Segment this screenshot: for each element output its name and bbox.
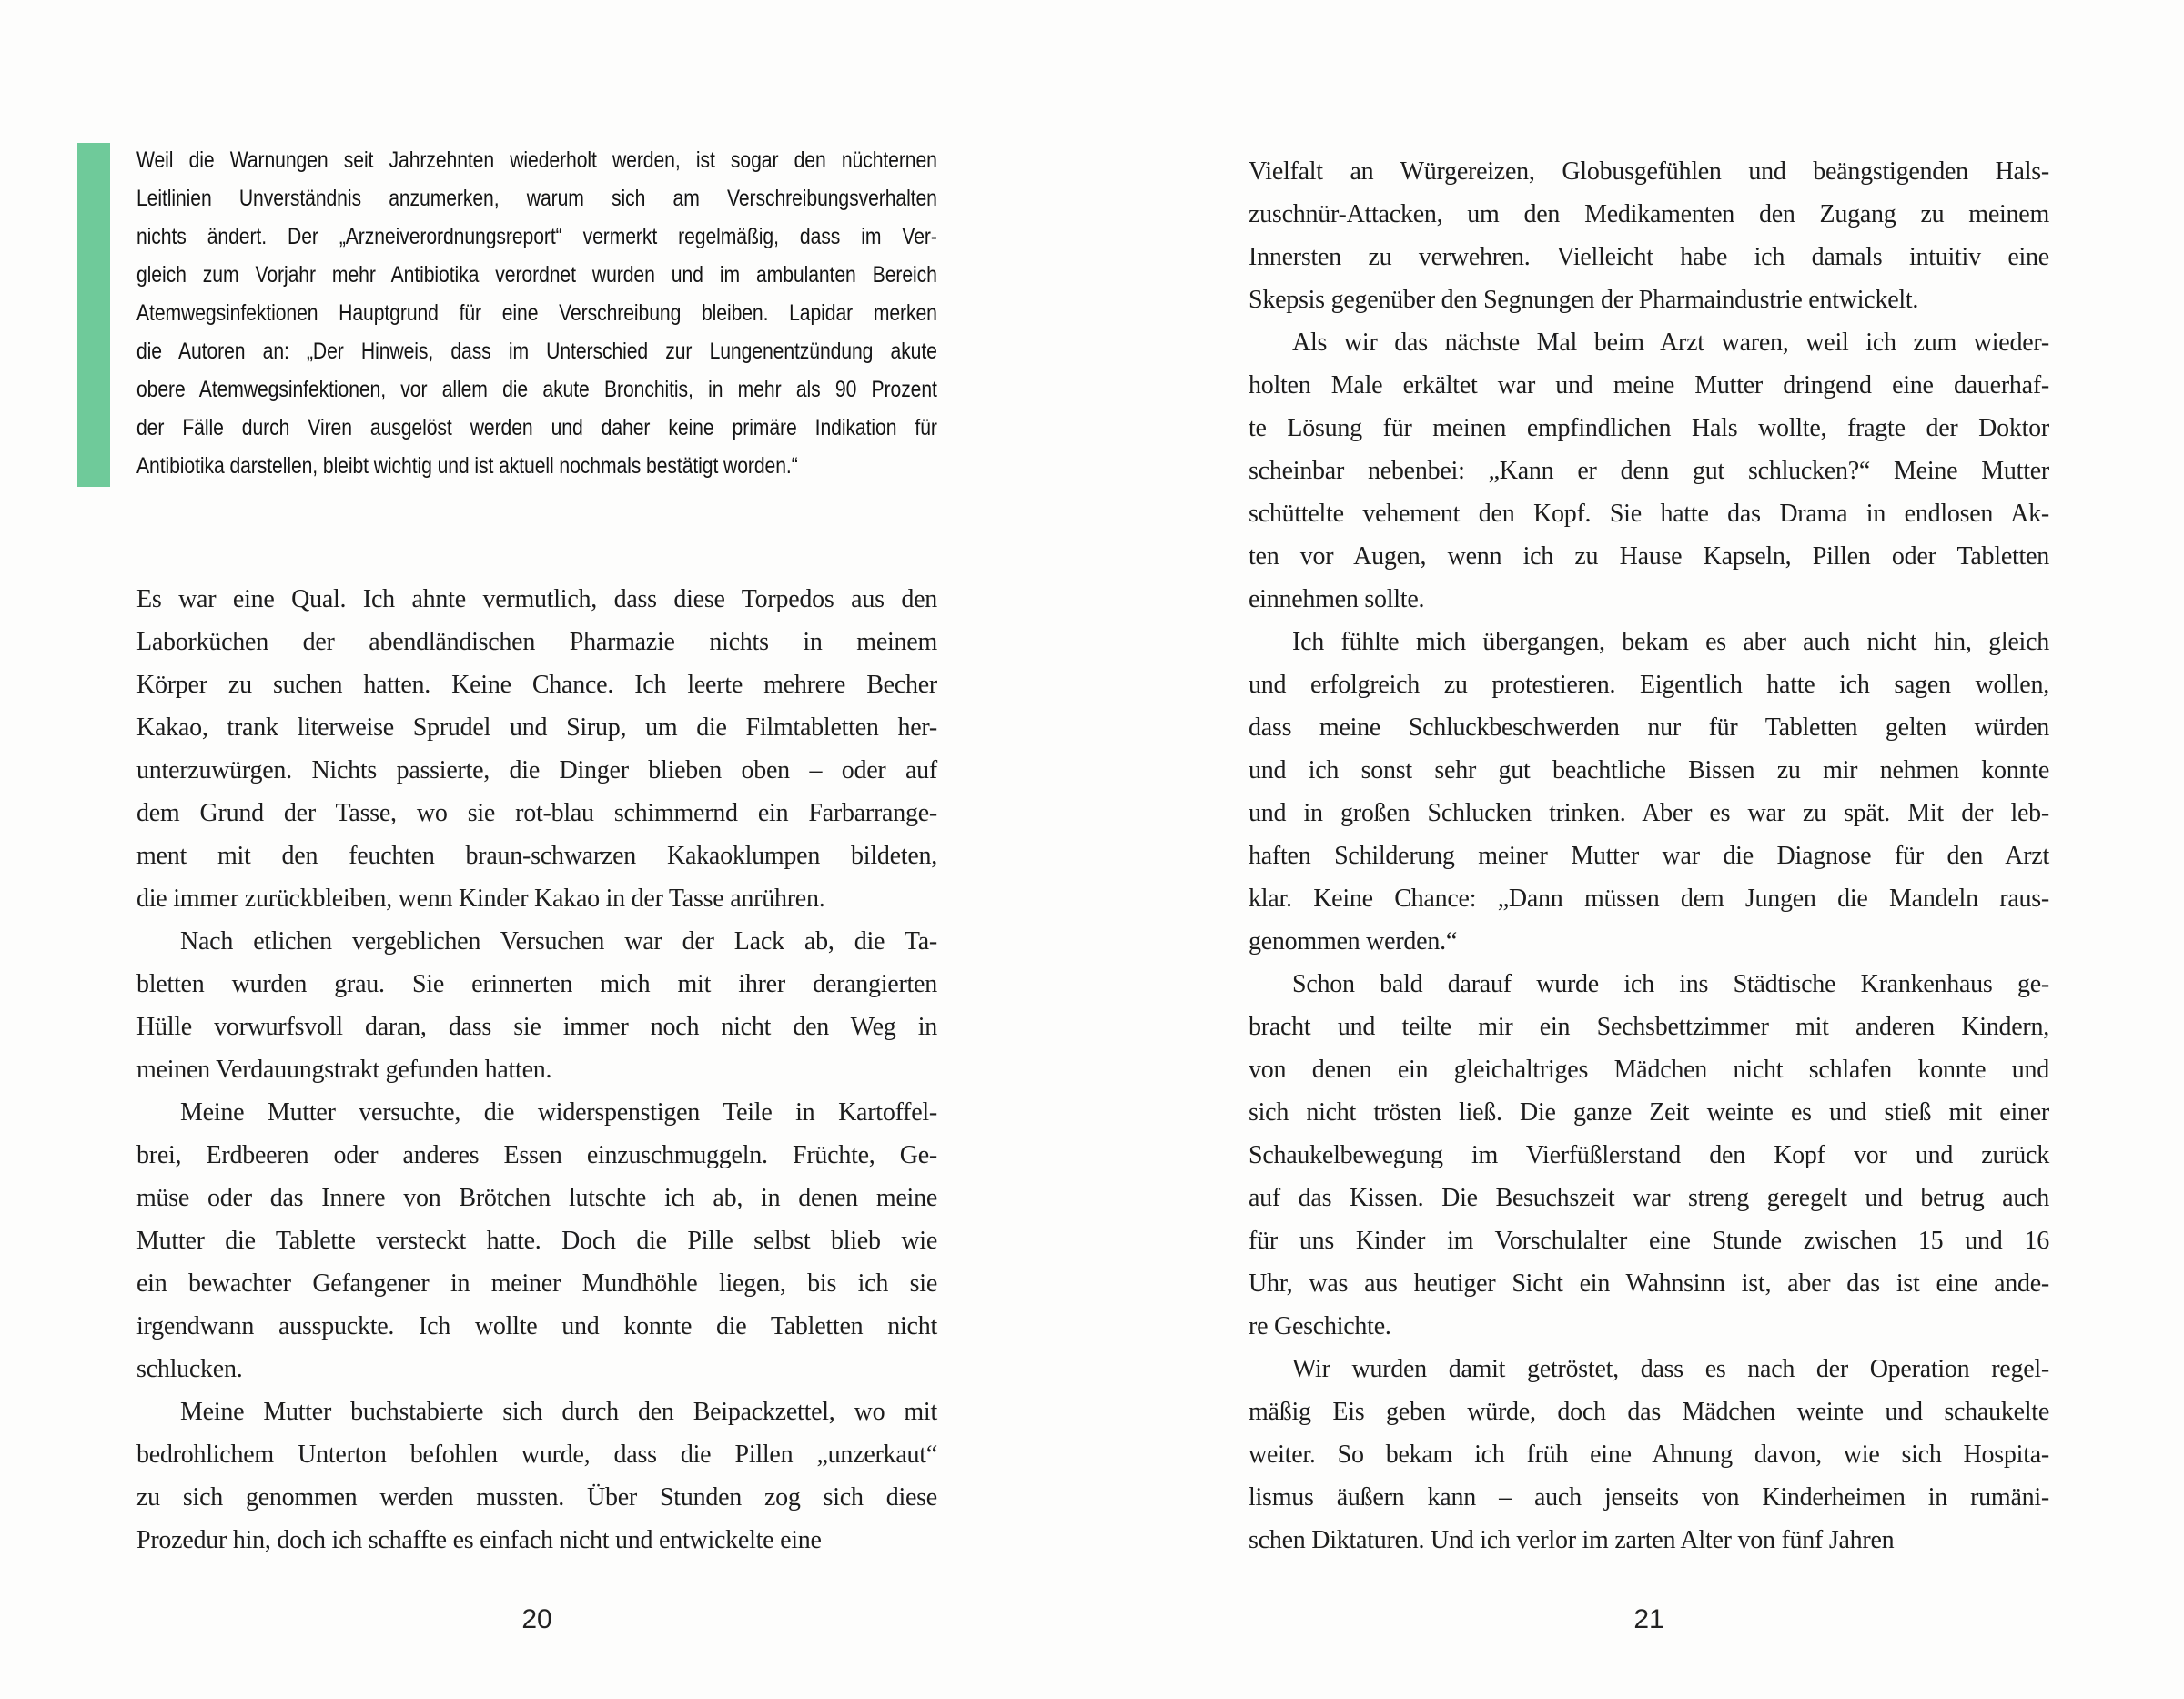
text-line: müse oder das Innere von Brötchen lutschte ich ab, in denen meine bbox=[136, 1184, 937, 1212]
text-line: Nach etlichen vergeblichen Versuchen war der Lack ab, die Ta- bbox=[180, 927, 937, 956]
text-line: dem Grund der Tasse, wo sie rot-blau schimmernd ein Farbarrange- bbox=[136, 799, 937, 827]
text-line: ein bewachter Gefangener in meiner Mundhöhle liegen, bis ich sie bbox=[136, 1269, 937, 1298]
text-line: haften Schilderung meiner Mutter war die Diagnose für den Arzt bbox=[1249, 842, 2049, 870]
text-line: und ich sonst sehr gut beachtliche Bissen zu mir nehmen konnte bbox=[1249, 756, 2049, 784]
text-line: Körper zu suchen hatten. Keine Chance. Ich leerte mehrere Becher bbox=[136, 671, 937, 699]
text-line: zuschnür-Attacken, um den Medikamenten den Zugang zu meinem bbox=[1249, 200, 2049, 228]
paragraph bbox=[136, 1391, 937, 1562]
quote-line: nichts ändert. Der „Arzneiverordnungsreport“ vermerkt regelmäßig, dass im Ver- bbox=[136, 224, 937, 249]
text-line: Schaukelbewegung im Vierfüßlerstand den Kopf vor und zurück bbox=[1249, 1141, 2049, 1169]
text-line: bletten wurden grau. Sie erinnerten mich mit ihrer derangierten bbox=[136, 970, 937, 998]
left-page-number: 20 bbox=[521, 1604, 552, 1634]
text-line: für uns Kinder im Vorschulalter eine Stunde zwischen 15 und 16 bbox=[1249, 1227, 2049, 1255]
quote-line: Atemwegsinfektionen Hauptgrund für eine Verschreibung bleiben. Lapidar merken bbox=[136, 300, 937, 326]
right-body-text bbox=[1249, 150, 2049, 1562]
text-line: bracht und teilte mir ein Sechsbettzimmer mit anderen Kindern, bbox=[1249, 1013, 2049, 1041]
right-page bbox=[1092, 0, 2184, 1699]
text-line: lismus äußern kann – auch jenseits von Kinderheimen in rumäni- bbox=[1249, 1483, 2049, 1512]
quote-line: die Autoren an: „Der Hinweis, dass im Unterschied zur Lungenentzündung akute bbox=[136, 339, 937, 364]
text-line: te Lösung für meinen empfindlichen Hals wollte, fragte der Doktor bbox=[1249, 414, 2049, 442]
text-line: Innersten zu verwehren. Vielleicht habe ich damals intuitiv eine bbox=[1249, 243, 2049, 271]
pull-quote bbox=[136, 141, 937, 485]
text-line: unterzuwürgen. Nichts passierte, die Dinger blieben oben – oder auf bbox=[136, 756, 937, 784]
quote-line: Weil die Warnungen seit Jahrzehnten wiederholt werden, ist sogar den nüchternen bbox=[136, 147, 937, 173]
text-line: genommen werden.“ bbox=[1249, 927, 1457, 956]
text-line: ment mit den feuchten braun-schwarzen Kakaoklumpen bildeten, bbox=[136, 842, 937, 870]
text-line: und in großen Schlucken trinken. Aber es war zu spät. Mit der leb- bbox=[1249, 799, 2049, 827]
paragraph bbox=[1249, 321, 2049, 621]
text-line: Prozedur hin, doch ich schaffte es einfach nicht und entwickelte eine bbox=[136, 1526, 822, 1554]
text-line: auf das Kissen. Die Besuchszeit war streng geregelt und betrug auch bbox=[1249, 1184, 2049, 1212]
text-line: schüttelte vehement den Kopf. Sie hatte das Drama in endlosen Ak- bbox=[1249, 500, 2049, 528]
quote-line: der Fälle durch Viren ausgelöst werden und daher keine primäre Indikation für bbox=[136, 415, 937, 440]
text-line: Uhr, was aus heutiger Sicht ein Wahnsinn ist, aber das ist eine ande- bbox=[1249, 1269, 2049, 1298]
text-line: einnehmen sollte. bbox=[1249, 585, 1425, 613]
quote-line: gleich zum Vorjahr mehr Antibiotika verordnet wurden und im ambulanten Bereich bbox=[136, 262, 937, 288]
text-line: mäßig Eis geben würde, doch das Mädchen weinte und schaukelte bbox=[1249, 1398, 2049, 1426]
text-line: von denen ein gleichaltriges Mädchen nicht schlafen konnte und bbox=[1249, 1056, 2049, 1084]
text-line: schen Diktaturen. Und ich verlor im zarten Alter von fünf Jahren bbox=[1249, 1526, 1895, 1554]
text-line: scheinbar nebenbei: „Kann er denn gut schlucken?“ Meine Mutter bbox=[1249, 457, 2049, 485]
paragraph bbox=[136, 578, 937, 920]
text-line: Ich fühlte mich übergangen, bekam es aber auch nicht hin, gleich bbox=[1292, 628, 2049, 656]
text-line: Skepsis gegenüber den Segnungen der Pharmaindustrie entwickelt. bbox=[1249, 286, 1919, 314]
paragraph bbox=[1249, 963, 2049, 1348]
paragraph bbox=[136, 1091, 937, 1391]
text-line: Mutter die Tablette versteckt hatte. Doch die Pille selbst blieb wie bbox=[136, 1227, 937, 1255]
text-line: holten Male erkältet war und meine Mutter dringend eine dauerhaf- bbox=[1249, 371, 2049, 399]
text-line: Kakao, trank literweise Sprudel und Sirup, um die Filmtabletten her- bbox=[136, 713, 937, 742]
text-line: und erfolgreich zu protestieren. Eigentlich hatte ich sagen wollen, bbox=[1249, 671, 2049, 699]
quote-line: Antibiotika darstellen, bleibt wichtig und ist aktuell nochmals bestätigt worden.“ bbox=[136, 453, 798, 479]
text-line: ten vor Augen, wenn ich zu Hause Kapseln, Pillen oder Tabletten bbox=[1249, 542, 2049, 571]
text-line: meinen Verdauungstrakt gefunden hatten. bbox=[136, 1056, 552, 1084]
text-line: Hülle vorwurfsvoll daran, dass sie immer noch nicht den Weg in bbox=[136, 1013, 937, 1041]
text-line: weiter. So bekam ich früh eine Ahnung davon, wie sich Hospita- bbox=[1249, 1441, 2049, 1469]
text-line: Vielfalt an Würgereizen, Globusgefühlen und beängstigenden Hals- bbox=[1249, 157, 2049, 186]
text-line: re Geschichte. bbox=[1249, 1312, 1391, 1340]
text-line: klar. Keine Chance: „Dann müssen dem Jungen die Mandeln raus- bbox=[1249, 885, 2049, 913]
text-line: Als wir das nächste Mal beim Arzt waren, weil ich zum wieder- bbox=[1292, 329, 2049, 357]
paragraph bbox=[1249, 1348, 2049, 1562]
right-page-number: 21 bbox=[1633, 1604, 1664, 1634]
text-line: Schon bald darauf wurde ich ins Städtische Krankenhaus ge- bbox=[1292, 970, 2049, 998]
text-line: Laborküchen der abendländischen Pharmazie nichts in meinem bbox=[136, 628, 937, 656]
text-line: die immer zurückbleiben, wenn Kinder Kakao in der Tasse anrühren. bbox=[136, 885, 825, 913]
text-line: dass meine Schluckbeschwerden nur für Tabletten gelten würden bbox=[1249, 713, 2049, 742]
left-body-text bbox=[136, 578, 937, 1562]
text-line: zu sich genommen werden mussten. Über Stunden zog sich diese bbox=[136, 1483, 937, 1512]
paragraph bbox=[136, 920, 937, 1091]
text-line: Wir wurden damit getröstet, dass es nach der Operation regel- bbox=[1292, 1355, 2049, 1383]
text-line: Meine Mutter buchstabierte sich durch den Beipackzettel, wo mit bbox=[180, 1398, 937, 1426]
quote-line: Leitlinien Unverständnis anzumerken, warum sich am Verschreibungsverhalten bbox=[136, 186, 937, 211]
quote-text bbox=[136, 141, 937, 485]
text-line: Es war eine Qual. Ich ahnte vermutlich, dass diese Torpedos aus den bbox=[136, 585, 937, 613]
text-line: brei, Erdbeeren oder anderes Essen einzuschmuggeln. Früchte, Ge- bbox=[136, 1141, 937, 1169]
text-line: irgendwann ausspuckte. Ich wollte und konnte die Tabletten nicht bbox=[136, 1312, 937, 1340]
paragraph bbox=[1249, 150, 2049, 321]
text-line: Meine Mutter versuchte, die widerspenstigen Teile in Kartoffel- bbox=[180, 1098, 937, 1127]
quote-accent-bar bbox=[77, 143, 110, 487]
text-line: bedrohlichem Unterton befohlen wurde, dass die Pillen „unzerkaut“ bbox=[136, 1441, 937, 1469]
text-line: sich nicht trösten ließ. Die ganze Zeit weinte es und stieß mit einer bbox=[1249, 1098, 2049, 1127]
text-line: schlucken. bbox=[136, 1355, 243, 1383]
quote-line: obere Atemwegsinfektionen, vor allem die akute Bronchitis, in mehr als 90 Prozent bbox=[136, 377, 937, 402]
paragraph bbox=[1249, 621, 2049, 963]
